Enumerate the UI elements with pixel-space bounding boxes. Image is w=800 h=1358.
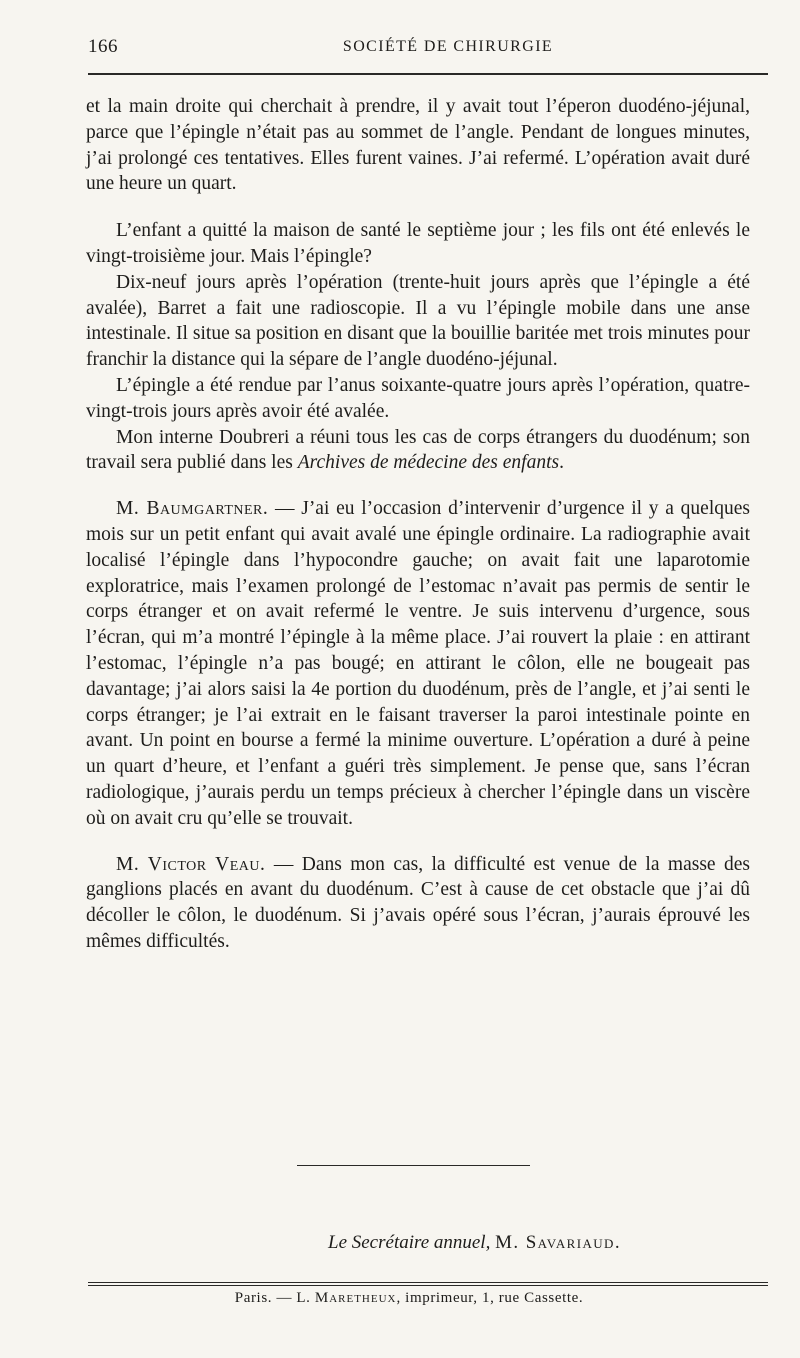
- imprint-address: , imprimeur, 1, rue Cassette.: [396, 1290, 584, 1306]
- paragraph-text-end: .: [559, 452, 564, 474]
- page-number: 166: [88, 36, 118, 57]
- paragraph-continuation: et la main droite qui cherchait à prendre, il y avait tout l’éperon duodéno-jéjunal, parce que l’épingle n’était pas au sommet de l’angle. Pendant de longues minutes, j’ai prolongé ces tentatives. Elles furent vaines. J’ai refermé. L’opération avait duré une heure un quart.: [86, 96, 750, 195]
- imprint-printer: Maretheux: [314, 1290, 397, 1306]
- paragraph-text: Mon interne Doubreri a réuni tous les cas de corps étrangers du duodénum; son travail sera publié dans les: [86, 426, 750, 474]
- paragraph-veau: [86, 852, 750, 955]
- signature-role: Le Secrétaire annuel,: [328, 1232, 491, 1253]
- printer-imprint: [0, 1290, 800, 1307]
- section-divider: [297, 1165, 530, 1166]
- footer-rule: [88, 1282, 768, 1286]
- speaker-name: M. Victor Veau.: [116, 853, 266, 875]
- paragraph-expulsion: L’épingle a été rendue par l’anus soixante-quatre jours après l’opération, quatre-vingt-trois jours après avoir été avalée.: [86, 374, 750, 422]
- speaker-remarks: — J’ai eu l’occasion d’intervenir d’urgence il y a quelques mois sur un petit enfant qui avait avalé une épingle ordinaire. La radiographie avait localisé l’épingle dans l’hypocondre gauche; on avait fait une laparotomie exploratrice, mais l’examen prolongé de l’estomac n’avait pas permis de sentir le corps étranger et on avait refermé le ventre. Je suis intervenu d’urgence, sous l’écran, qui m’a montré l’épingle à la même place. J’ai rouvert la plaie : en attirant l’estomac, l’épingle n’a pas bougé; en attirant le côlon, elle ne bougeait pas davantage; j’ai alors saisi la 4e portion du duodénum, près de l’angle, et j’ai senti le corps étranger; je l’ai extrait en le faisant traverser la paroi intestinale pointe en avant. Un point en bourse a fermé la minime ouverture. L’opération a duré à peine un quart d’heure, et l’enfant a guéri très simplement. Je pense que, sans l’écran radiologique, j’aurais perdu un temps précieux à chercher l’épingle dans un viscère où on avait cru qu’elle se trouvait.: [86, 498, 750, 829]
- paragraph-radioscopy: Dix-neuf jours après l’opération (trente-huit jours après que l’épingle a été avalée), Barret a fait une radioscopie. Il a vu l’épingle mobile dans une anse intestinale. Il situe sa position en disant que la bouillie baritée met trois minutes pour franchir la distance qui la sépare de l’angle duodéno-jéjunal.: [86, 271, 750, 371]
- paragraph-intern-study: [86, 425, 750, 477]
- journal-title: Archives de médecine des enfants: [297, 452, 560, 474]
- body-text: [86, 94, 750, 955]
- imprint-city: Paris. — L.: [234, 1290, 315, 1306]
- signature-name: M. Savariaud.: [495, 1232, 621, 1253]
- signature-line: [328, 1232, 688, 1254]
- speaker-name: M. Baumgartner.: [116, 498, 269, 520]
- running-title: SOCIÉTÉ DE CHIRURGIE: [342, 38, 554, 55]
- paragraph-discharge: L’enfant a quitté la maison de santé le septième jour ; les fils ont été enlevés le vingt-troisième jour. Mais l’épingle?: [86, 220, 750, 267]
- speaker-remarks: — Dans mon cas, la difficulté est venue de la masse des ganglions placés en avant du duodénum. C’est à cause de cet obstacle que j’ai dû décoller le côlon, le duodénum. Si j’avais opéré sous l’écran, j’aurais éprouvé les mêmes difficultés.: [86, 853, 750, 952]
- paragraph-baumgartner: [86, 496, 750, 831]
- page-header: [88, 36, 768, 58]
- header-rule: [88, 73, 768, 75]
